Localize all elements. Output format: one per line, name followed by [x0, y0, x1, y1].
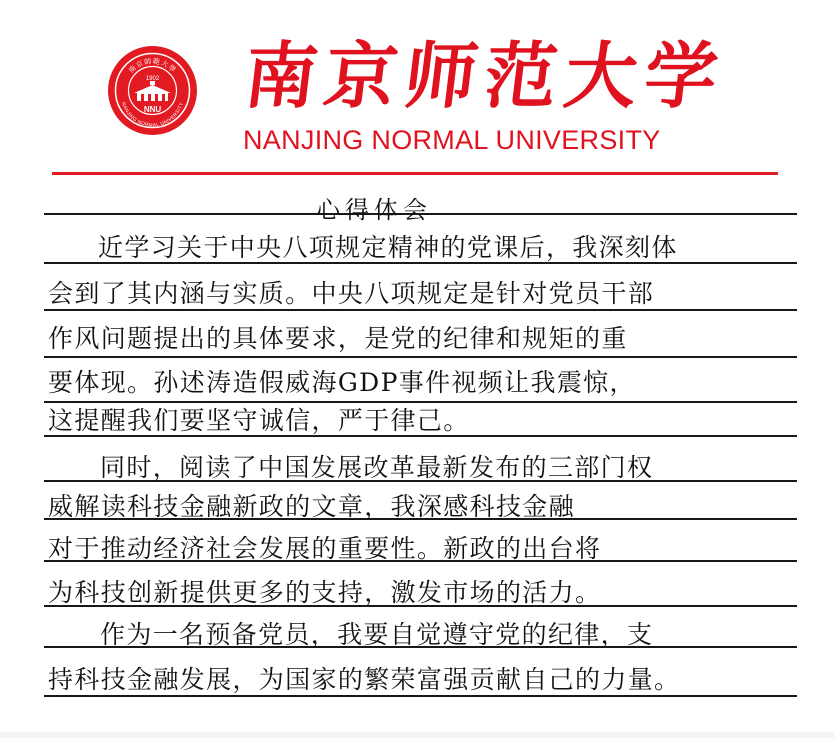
- text-line: 近学习关于中央八项规定精神的党课后，我深刻体: [98, 233, 678, 262]
- university-name-english: NANJING NORMAL UNIVERSITY: [243, 125, 661, 155]
- ruled-line: [44, 401, 797, 403]
- ruled-line: [44, 356, 797, 358]
- header-divider: [52, 172, 778, 175]
- text-line: 作为一名预备党员，我要自觉遵守党的纪律，支: [100, 620, 654, 649]
- document-heading: 心得体会: [316, 196, 432, 224]
- text-line: 这提醒我们要坚守诚信，严于律己。: [48, 406, 470, 435]
- university-name-chinese: 南京师范大学: [239, 33, 731, 118]
- text-line: 持科技金融发展，为国家的繁荣富强贡献自己的力量。: [48, 665, 681, 694]
- seal-year: 1902: [145, 76, 160, 82]
- text-line: 为科技创新提供更多的支持，激发市场的活力。: [48, 578, 602, 607]
- text-line: 会到了其内涵与实质。中央八项规定是针对党员干部: [48, 279, 655, 308]
- university-seal: [105, 43, 200, 138]
- text-line: 威解读科技金融新政的文章，我深感科技金融: [48, 492, 576, 521]
- text-line: 要体现。孙述涛造假威海GDP事件视频让我震惊，: [48, 368, 636, 397]
- seal-abbr: NNU: [143, 105, 162, 114]
- bottom-margin: [0, 732, 834, 738]
- text-line: 同时，阅读了中国发展改革最新发布的三部门权: [100, 453, 654, 482]
- seal-bottom-text: NANJING NORMAL UNIVERSITY: [120, 101, 185, 129]
- text-line: 作风问题提出的具体要求，是党的纪律和规矩的重: [48, 324, 628, 353]
- letterhead: [0, 0, 834, 180]
- text-line: 对于推动经济社会发展的重要性。新政的出台将: [48, 534, 602, 563]
- seal-top-text: 南京師範大學: [127, 57, 178, 75]
